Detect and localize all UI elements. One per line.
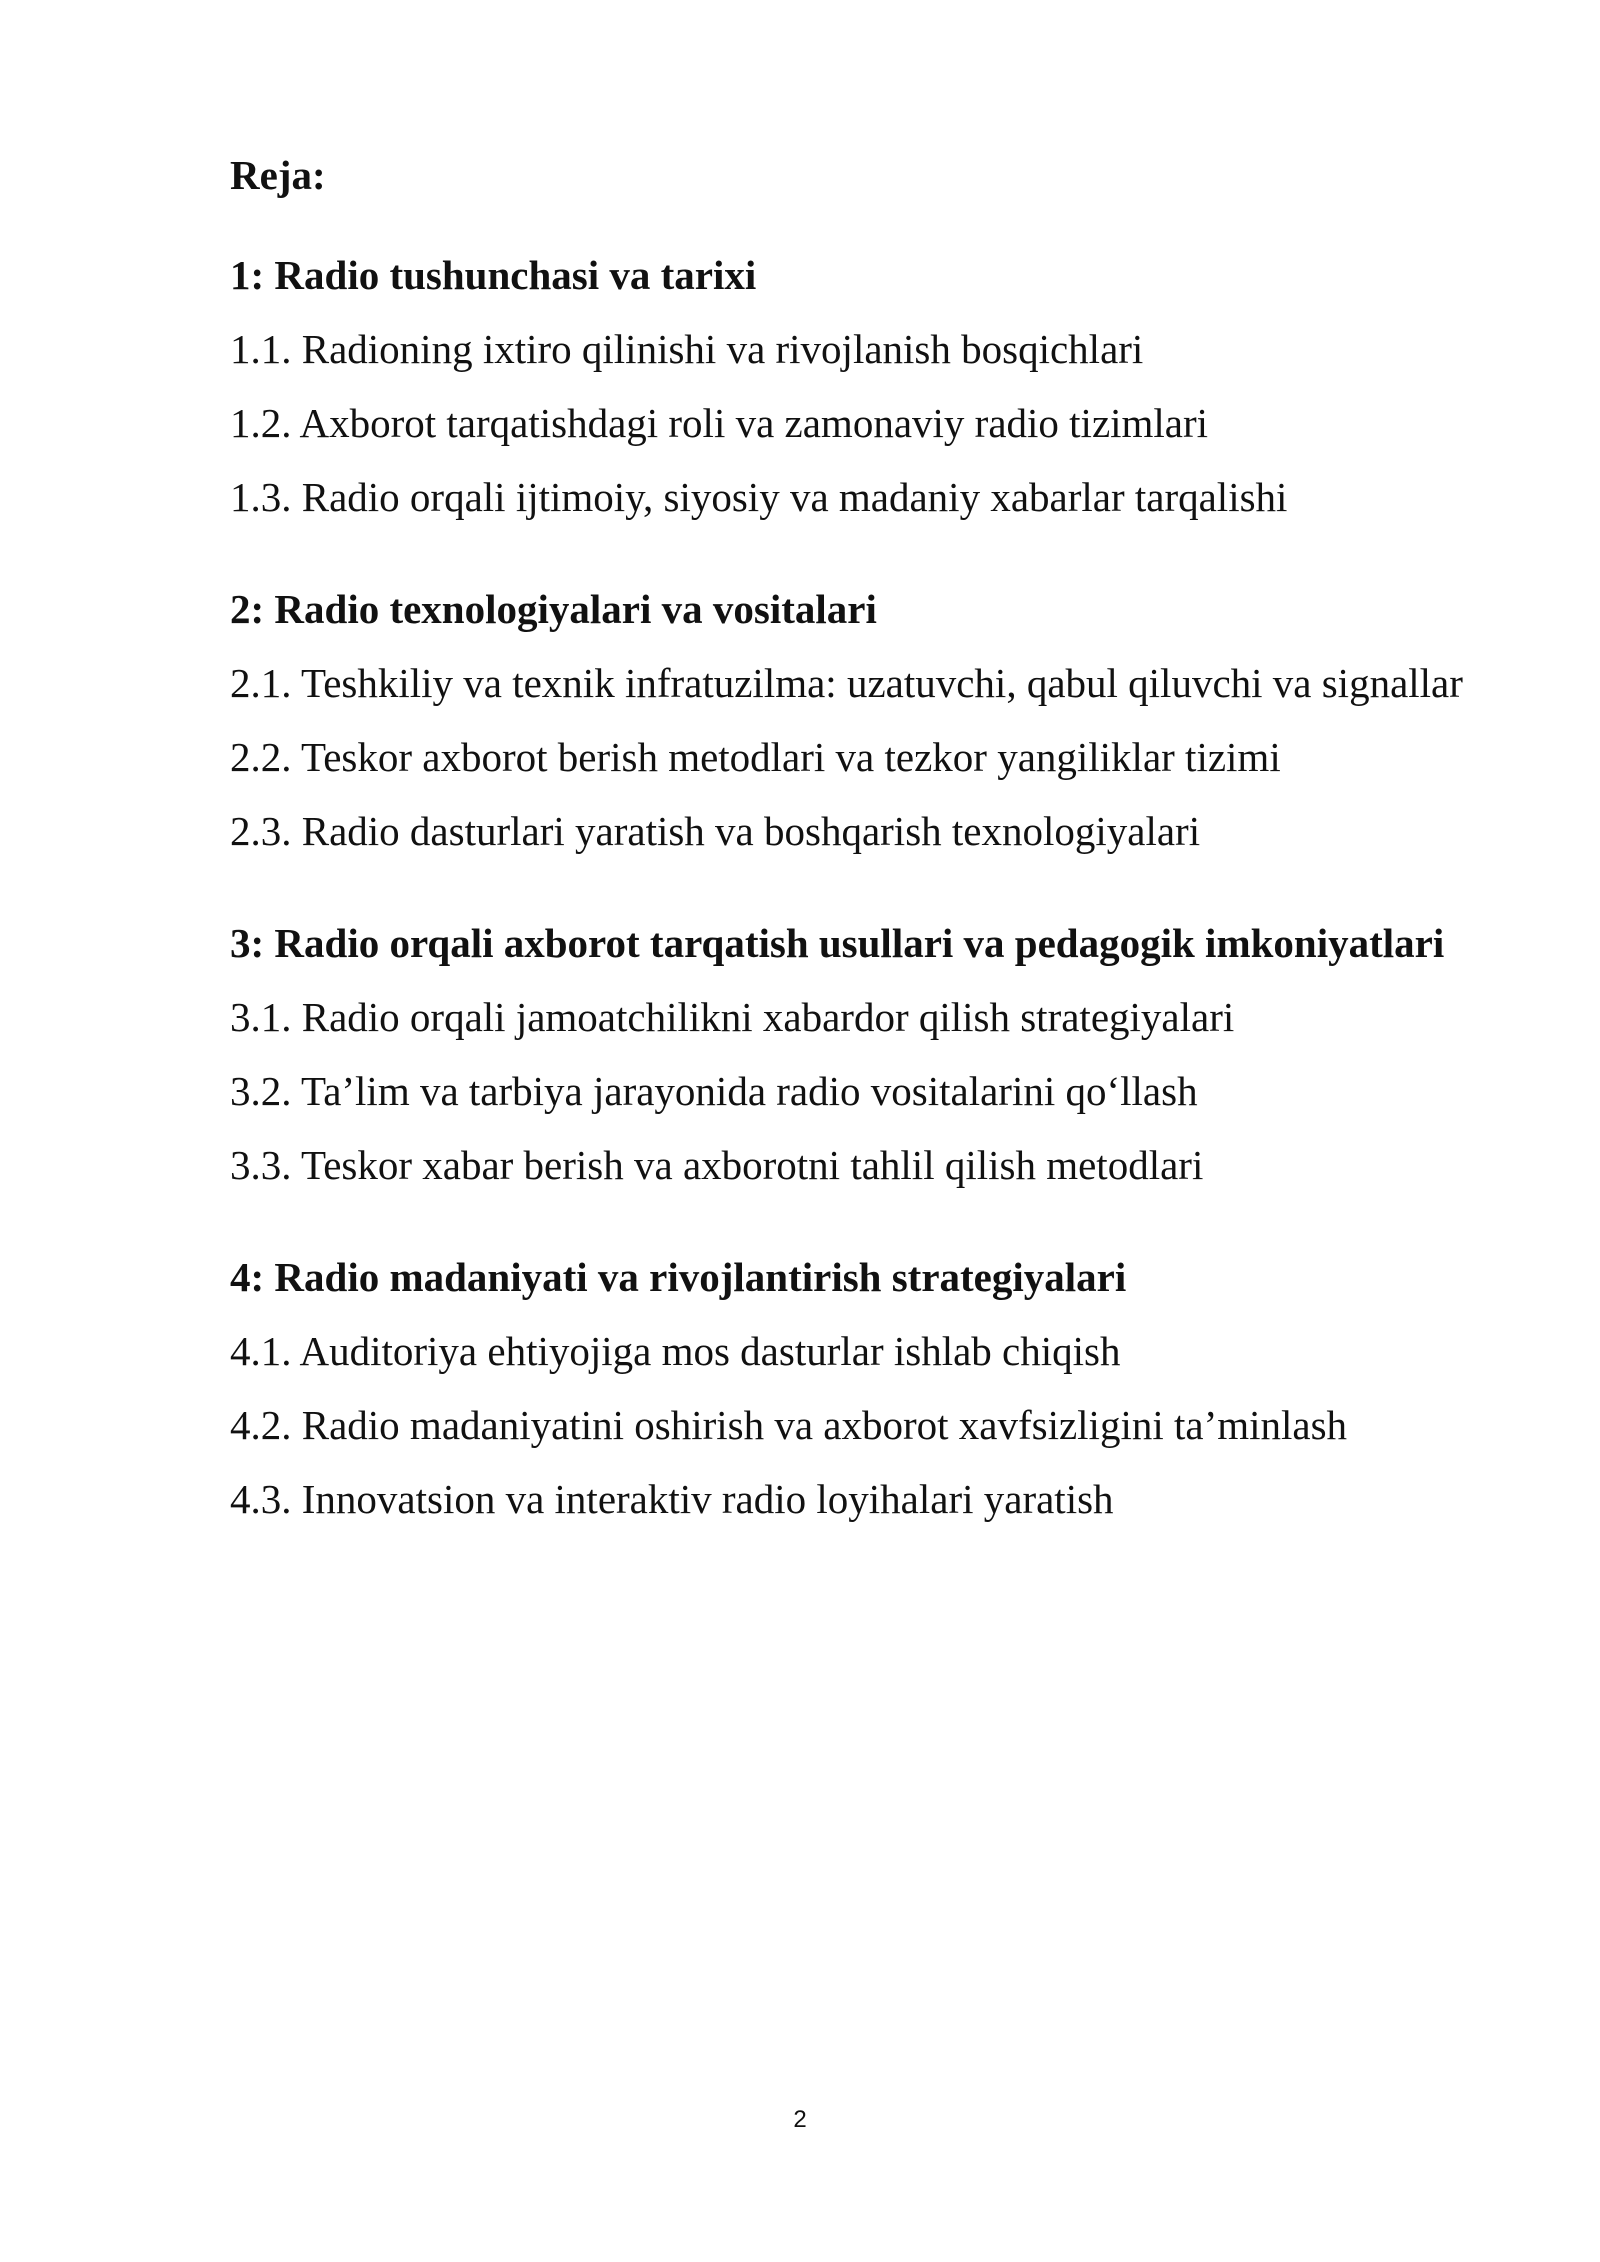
section-heading: 2: Radio texnologiyalari va vositalari xyxy=(230,586,877,632)
section-item: 1.1. Radioning ixtiro qilinishi va rivojlanish bosqichlari xyxy=(230,326,1144,372)
plan-title: Reja: xyxy=(230,152,326,198)
section-item: 2.3. Radio dasturlari yaratish va boshqarish texnologiyalari xyxy=(230,808,1201,854)
section-4 xyxy=(230,1240,1470,1536)
section-item: 3.3. Teskor xabar berish va axborotni tahlil qilish metodlari xyxy=(230,1142,1204,1188)
section-item: 1.2. Axborot tarqatishdagi roli va zamonaviy radio tizimlari xyxy=(230,400,1209,446)
page-number: 2 xyxy=(793,2106,807,2133)
section-item: 2.1. Teshkiliy va texnik infratuzilma: uzatuvchi, qabul qiluvchi va signallar xyxy=(230,660,1463,706)
section-3 xyxy=(230,906,1470,1202)
section-item: 1.3. Radio orqali ijtimoiy, siyosiy va madaniy xabarlar tarqalishi xyxy=(230,474,1288,520)
section-heading: 4: Radio madaniyati va rivojlantirish strategiyalari xyxy=(230,1254,1127,1300)
section-item: 4.2. Radio madaniyatini oshirish va axborot xavfsizligini ta’minlash xyxy=(230,1402,1348,1448)
section-1 xyxy=(230,238,1470,534)
section-item: 4.1. Auditoriya ehtiyojiga mos dasturlar ishlab chiqish xyxy=(230,1328,1121,1374)
section-item: 2.2. Teskor axborot berish metodlari va tezkor yangiliklar tizimi xyxy=(230,734,1281,780)
section-item: 4.3. Innovatsion va interaktiv radio loyihalari yaratish xyxy=(230,1476,1114,1522)
section-heading: 1: Radio tushunchasi va tarixi xyxy=(230,252,757,298)
section-item: 3.1. Radio orqali jamoatchilikni xabardor qilish strategiyalari xyxy=(230,994,1235,1040)
section-2 xyxy=(230,572,1470,868)
section-heading: 3: Radio orqali axborot tarqatish usullari va pedagogik imkoniyatlari xyxy=(230,920,1445,966)
document-page xyxy=(230,150,1470,1574)
section-item: 3.2. Ta’lim va tarbiya jarayonida radio vositalarini qo‘llash xyxy=(230,1068,1198,1114)
